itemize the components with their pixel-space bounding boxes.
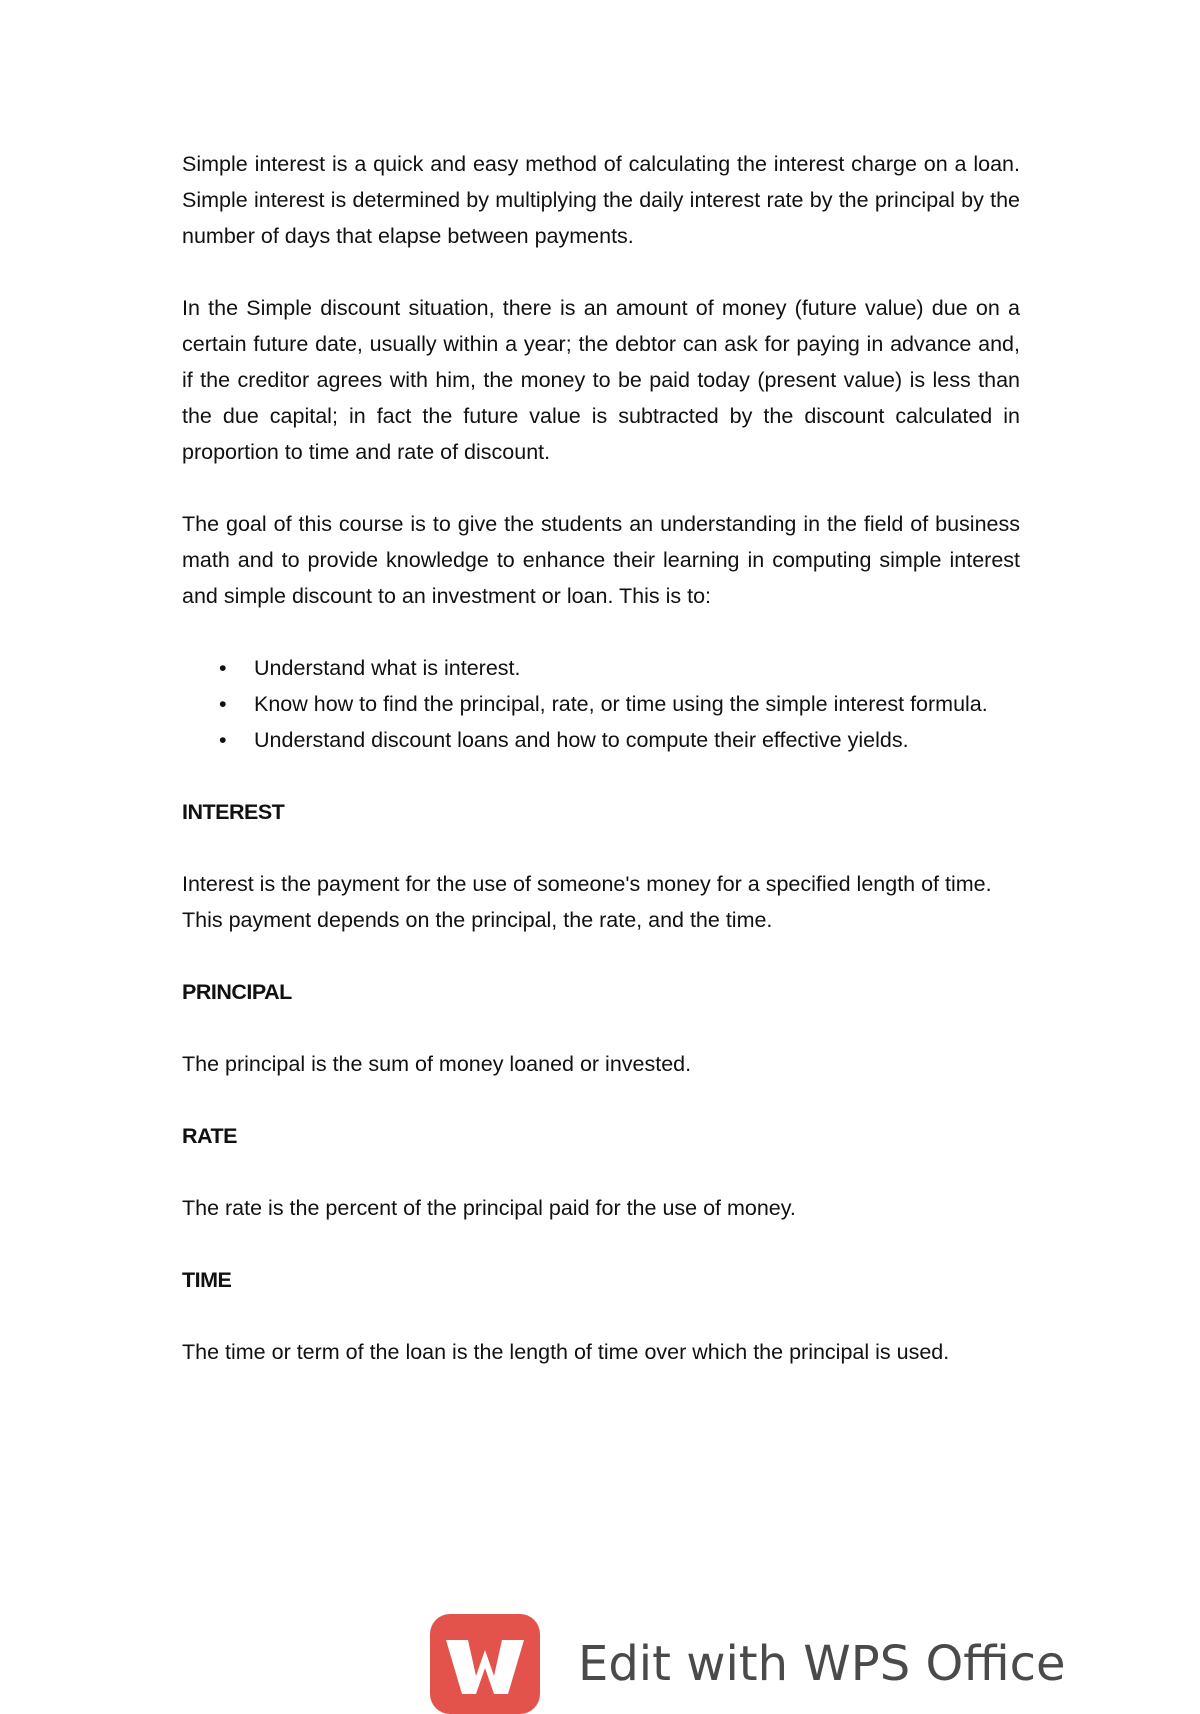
rate-heading: RATE xyxy=(182,1124,237,1148)
bullet-icon: • xyxy=(219,728,227,752)
intro-paragraph-2: In the Simple discount situation, there is an amount of money (future value) due on a certain future date, usually within a year; the debtor can ask for paying in advance and, if the creditor agrees with him, the money to be paid today (present value) is less than the due capital; in fact the future value is subtracted by the discount calculated in proportion to time and rate of discount. xyxy=(182,296,1020,464)
list-item xyxy=(219,722,1020,758)
principal-heading: PRINCIPAL xyxy=(182,980,292,1004)
list-item xyxy=(219,650,1020,686)
list-item-text: Understand discount loans and how to compute their effective yields. xyxy=(254,728,909,752)
principal-body: The principal is the sum of money loaned or invested. xyxy=(182,1052,692,1076)
bullet-icon: • xyxy=(219,656,227,680)
document-body xyxy=(182,146,1020,1406)
list-item xyxy=(219,686,1020,722)
wps-banner-text: Edit with WPS Office xyxy=(578,1636,1066,1692)
list-item-text: Understand what is interest. xyxy=(254,656,521,680)
bullet-icon: • xyxy=(219,692,227,716)
list-item-text: Know how to find the principal, rate, or time using the simple interest formula. xyxy=(254,692,988,716)
intro-paragraph-3: The goal of this course is to give the students an understanding in the field of business math and to provide knowledge to enhance their learning in computing simple interest and simple discount to an investment or loan. This is to: xyxy=(182,512,1020,608)
time-heading: TIME xyxy=(182,1268,232,1292)
wps-logo-icon xyxy=(430,1614,540,1714)
interest-heading: INTEREST xyxy=(182,800,285,824)
time-body: The time or term of the loan is the length of time over which the principal is used. xyxy=(182,1340,950,1364)
wps-edit-banner[interactable] xyxy=(430,1614,1070,1697)
interest-body: Interest is the payment for the use of someone's money for a specified length of time. This payment depends on the principal, the rate, and the time. xyxy=(182,872,992,932)
rate-body: The rate is the percent of the principal paid for the use of money. xyxy=(182,1196,796,1220)
goals-list xyxy=(182,650,1020,758)
intro-paragraph-1: Simple interest is a quick and easy method of calculating the interest charge on a loan. Simple interest is determined by multiplying the daily interest rate by the principal by the number of days that elapse between payments. xyxy=(182,152,1020,248)
